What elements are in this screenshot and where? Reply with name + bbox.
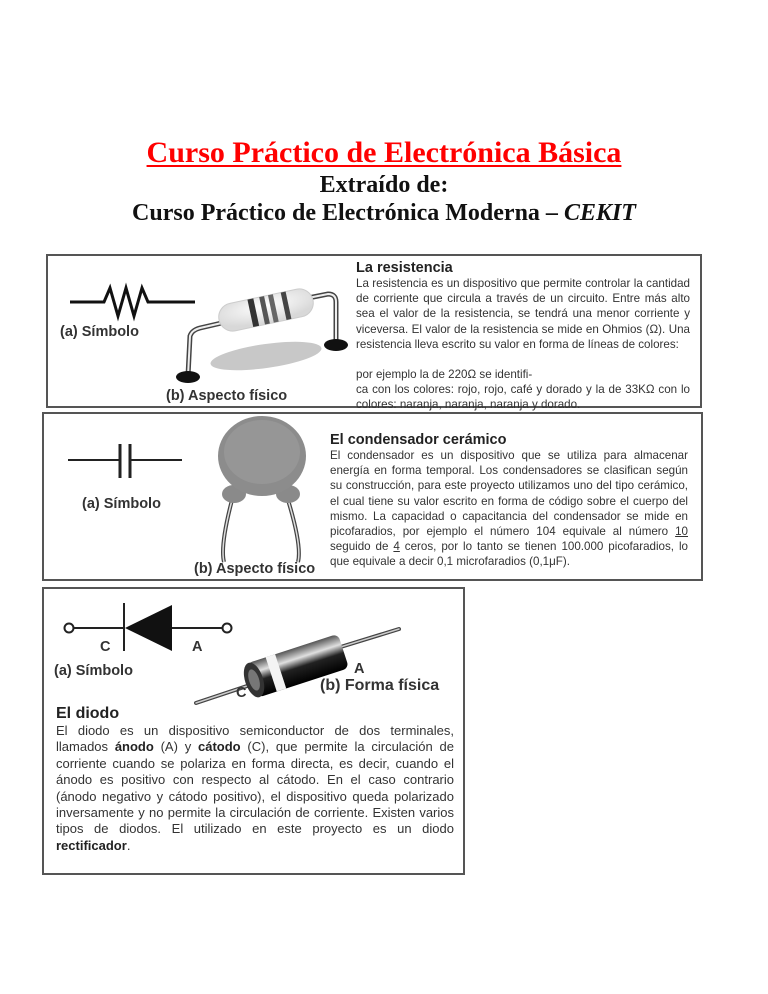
capacitor-description: El condensador es un dispositivo que se utiliza para almacenar energía en forma temporal. Los condensadores se clasifican según su construcción, para este proyecto utilizamos uno del tipo cerámico, el cual tiene su valor escrito en forma de código sobre el cuerpo del mismo. La capacidad o capacitancia del condensador se mide en picofaradios, por ejemplo el número 104 equivale al número 10 seguido de 4 ceros, por lo tanto se tienen 100.000 picofaradios, lo que equivale a decir 0,1 microfaradios (0,1μF). xyxy=(330,449,688,569)
resistor-description: La resistencia es un dispositivo que permite controlar la cantidad de corriente que circula a través de un circuito. Entre más alto sea el valor de la resistencia, se tendrá una menor corriente y viceversa. El valor de la resistencia se mide en Ohmios (Ω). Una resistencia lleva escrito su valor en forma de líneas de colores: xyxy=(356,277,690,351)
diode-symbol-label: (a) Símbolo xyxy=(54,663,133,679)
diode-physical-cathode-label: C xyxy=(236,685,247,701)
diode-panel xyxy=(42,587,465,875)
capacitor-panel xyxy=(42,412,703,581)
source-label: Extraído de: xyxy=(319,172,449,198)
diode-physical-label: (b) Forma física xyxy=(320,677,440,694)
resistor-panel xyxy=(46,254,702,412)
resistor-symbol-label: (a) Símbolo xyxy=(60,324,139,340)
resistor-example-text: ca con los colores: rojo, rojo, café y dorado y la de 33KΩ con lo colores: naranja, naranja, naranja y dorado. xyxy=(356,383,690,412)
source-brand: CEKIT xyxy=(563,200,636,226)
diode-physical-icon xyxy=(194,629,404,709)
diode-heading: El diodo xyxy=(56,705,120,722)
diode-cathode-label: C xyxy=(100,639,111,655)
diode-anode-label: A xyxy=(192,639,203,655)
source-title: Curso Práctico de Electrónica Moderna – CEKIT xyxy=(132,200,636,226)
diode-physical-anode-label: A xyxy=(354,661,365,677)
diode-description: El diodo es un dispositivo semiconductor de dos terminales, llamados ánodo (A) y cátodo (C), que permite la circulación de corriente cuando se polariza en forma directa, es decir, cuando el ánodo es positivo con respecto al cátodo. En el caso contrario (ánodo negativo y cátodo positivo), el dispositivo queda polarizado inversamente y no permite la circulación de corriente. Existen varios tipos de diodos. El utilizado en este proyecto es un diodo rectificador. xyxy=(56,723,455,853)
capacitor-physical-label: (b) Aspecto físico xyxy=(194,561,316,577)
capacitor-physical-icon xyxy=(212,416,312,566)
resistor-physical-label: (b) Aspecto físico xyxy=(166,388,288,404)
page-title: Curso Práctico de Electrónica Básica xyxy=(146,136,622,169)
resistor-physical-icon xyxy=(178,276,358,386)
resistor-heading: La resistencia xyxy=(356,260,453,276)
resistor-example-line: por ejemplo la de 220Ω se identifi- xyxy=(356,368,533,381)
capacitor-heading: El condensador cerámico xyxy=(330,432,507,448)
capacitor-symbol-label: (a) Símbolo xyxy=(82,496,161,512)
capacitor-symbol-icon xyxy=(68,440,188,480)
